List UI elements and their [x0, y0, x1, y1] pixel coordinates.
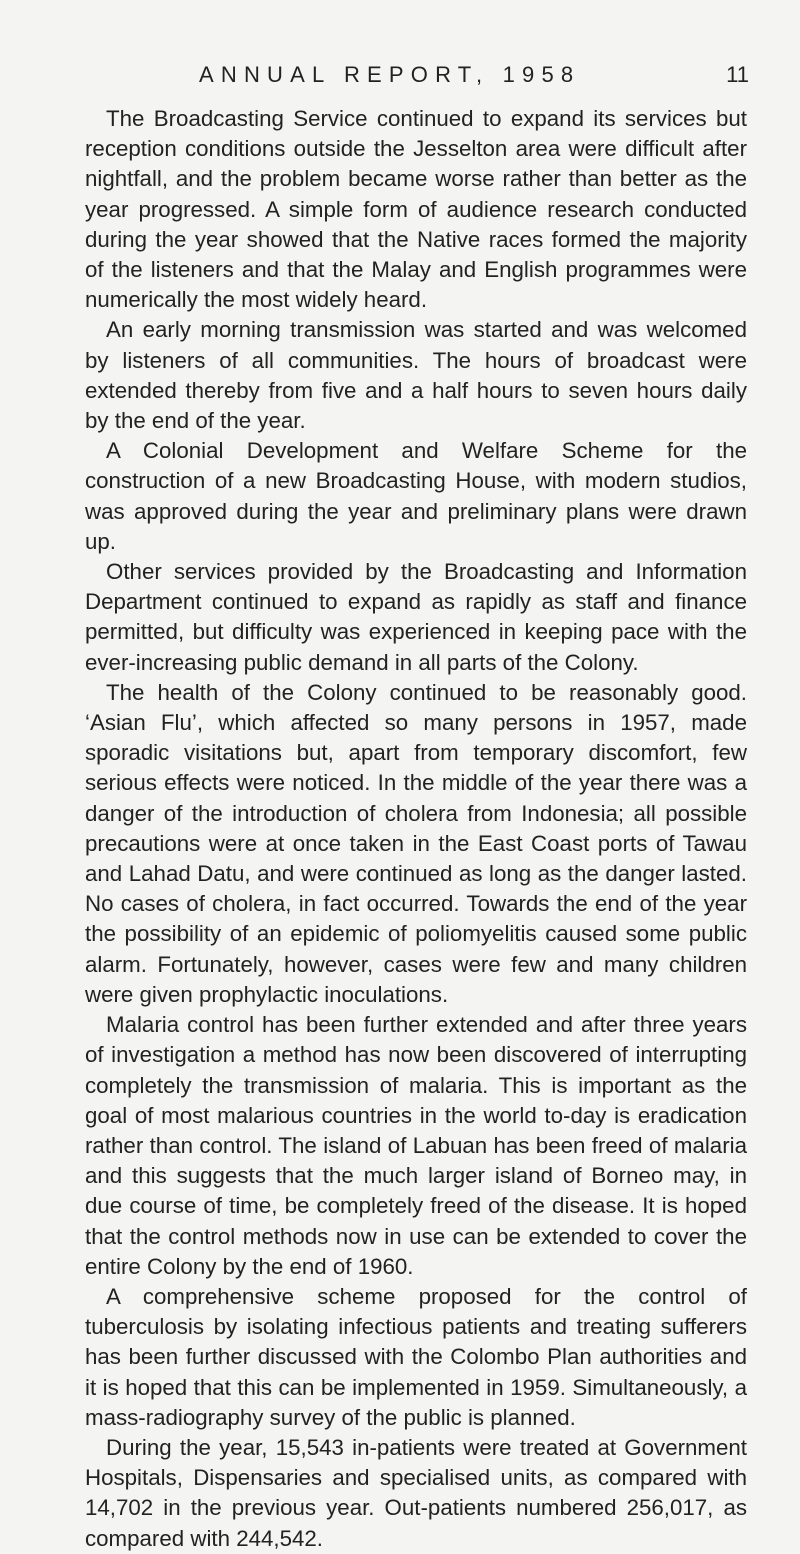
- paragraph-tuberculosis-scheme: A comprehensive scheme proposed for the control of tuberculosis by isolating infectious patients and treating sufferers has been further discussed with the Colombo Plan authorities and it is hoped that this can be implemented in 1959. Simultaneously, a mass-radiography survey of the public is planned.: [85, 1283, 747, 1430]
- paragraph-patient-statistics: During the year, 15,543 in-patients were treated at Government Hospitals, Dispensaries and specialised units, as compared with 14,702 in the previous year. Out-patients numbered 256,017, as compared with 244,542.: [85, 1434, 747, 1551]
- paragraph-broadcasting-house: A Colonial Development and Welfare Scheme for the construction of a new Broadcasting House, with modern studios, was approved during the year and preliminary plans were drawn up.: [85, 438, 747, 554]
- running-title: ANNUAL REPORT, 1958: [199, 62, 581, 87]
- paragraph-broadcasting-service: The Broadcasting Service continued to expand its services but reception conditions outside the Jesselton area were difficult after nightfall, and the problem became worse rather than better as the year progressed. A simple form of audience research conducted during the year showed that the Native races formed the majority of the listeners and that the Malay and English programmes were numerically the most widely heard.: [85, 106, 747, 313]
- paragraph-colony-health: The health of the Colony continued to be reasonably good. ‘Asian Flu’, which affected so many persons in 1957, made sporadic visitations but, apart from temporary discomfort, few serious effects were noticed. In the middle of the year there was a danger of the introduction of cholera from Indonesia; all possible precautions were at once taken in the East Coast ports of Tawau and Lahad Datu, and were continued as long as the danger lasted. No cases of cholera, in fact occurred. Towards the end of the year the possibility of an epidemic of poliomyelitis caused some public alarm. Fortunately, however, cases were few and many children were given prophylactic inoculations.: [85, 679, 747, 1007]
- running-header: [199, 60, 749, 94]
- body-text: [85, 104, 747, 1554]
- page-number: 11: [726, 62, 749, 87]
- paragraph-information-department: Other services provided by the Broadcasting and Information Department continued to expand as rapidly as staff and finance permitted, but difficulty was experienced in keeping pace with the ever-increasing public demand in all parts of the Colony.: [85, 559, 747, 675]
- paragraph-early-morning-transmission: An early morning transmission was started and was welcomed by listeners of all communities. The hours of broadcast were extended thereby from five and a half hours to seven hours daily by the end of the year.: [85, 317, 747, 434]
- paragraph-malaria-control: Malaria control has been further extended and after three years of investigation a method has now been discovered of interrupting completely the transmission of malaria. This is important as the goal of most malarious countries in the world to-day is eradication rather than control. The island of Labuan has been freed of malaria and this suggests that the much larger island of Borneo may, in due course of time, be completely freed of the disease. It is hoped that the control methods now in use can be extended to cover the entire Colony by the end of 1960.: [85, 1012, 747, 1279]
